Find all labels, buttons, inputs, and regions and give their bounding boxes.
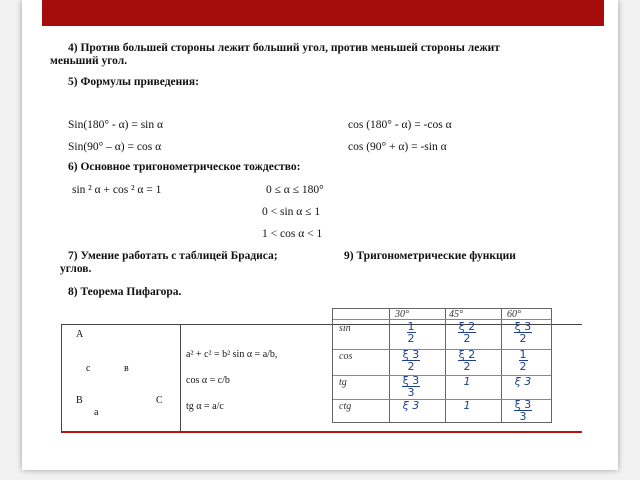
- trig-value-ctg-2: [505, 399, 541, 423]
- formula-cos-90: cos (90° + α) = -sin α: [348, 141, 447, 153]
- pythagoras-formula: a² + c² = b² sin α = a/b,: [186, 349, 278, 360]
- trig-value-cos-0: [393, 349, 429, 373]
- identity: sin ² α + cos ² α = 1: [72, 184, 162, 196]
- denominator: 2: [407, 360, 415, 373]
- numerator: ξ 3: [514, 320, 532, 333]
- denominator: 3: [519, 410, 527, 423]
- numerator: ξ 3: [402, 348, 420, 361]
- trig-value-cos-2: [505, 349, 541, 373]
- trig-value-sin-0: [393, 321, 429, 345]
- numerator: ξ 2: [458, 348, 476, 361]
- text-line-9-cont: углов.: [60, 263, 92, 275]
- pythagoras-divider: [180, 325, 181, 431]
- trig-value-tg-1: 1: [463, 375, 471, 388]
- col-divider-2: [445, 309, 446, 422]
- trig-value-ctg-0: ξ 3: [402, 399, 420, 412]
- trig-table: [332, 308, 552, 423]
- numerator: ξ 3: [402, 374, 420, 387]
- cos-formula: cos α = c/b: [186, 375, 230, 386]
- trig-value-cos-1: [449, 349, 485, 373]
- denominator: 2: [463, 360, 471, 373]
- side-c: c: [86, 363, 91, 374]
- numerator: ξ 3: [514, 398, 532, 411]
- col-divider-1: [389, 309, 390, 422]
- range-cos: 1 < cos α < 1: [262, 228, 323, 240]
- numerator: 1: [519, 348, 527, 361]
- trig-value-sin-2: [505, 321, 541, 345]
- trig-value-tg-2: ξ 3: [514, 375, 532, 388]
- fn-sin: sin: [339, 323, 351, 334]
- vertex-a: A: [76, 329, 84, 340]
- text-line-6: 6) Основное тригонометрическое тождество:: [68, 161, 301, 173]
- side-a: a: [94, 407, 99, 418]
- range-alpha: 0 ≤ α ≤ 180°: [266, 184, 324, 196]
- text-line-9: 9) Тригонометрические функции: [344, 250, 516, 262]
- text-line-4: 4) Против большей стороны лежит больший угол, против меньшей стороны лежит: [68, 42, 500, 54]
- formula-sin-180: Sin(180° - α) = sin α: [68, 119, 164, 131]
- trig-value-ctg-1: 1: [463, 399, 471, 412]
- numerator: ξ 2: [458, 320, 476, 333]
- side-b: в: [124, 363, 129, 374]
- denominator: 2: [407, 332, 415, 345]
- text-line-4-cont: меньший угол.: [50, 55, 128, 67]
- denominator: 2: [519, 332, 527, 345]
- vertex-c: C: [156, 395, 163, 406]
- text-line-7: 7) Умение работать с таблицей Брадиса;: [68, 250, 278, 262]
- fn-ctg: ctg: [339, 401, 352, 412]
- denominator: 2: [519, 360, 527, 373]
- header-30: 30°: [395, 309, 409, 320]
- vertex-b: B: [76, 395, 83, 406]
- tg-formula: tg α = a/c: [186, 401, 224, 412]
- denominator: 3: [407, 386, 415, 399]
- title-bar: [42, 0, 604, 26]
- trig-value-sin-1: [449, 321, 485, 345]
- formula-cos-180: cos (180° - α) = -cos α: [348, 119, 452, 131]
- col-divider-3: [501, 309, 502, 422]
- header-60: 60°: [507, 309, 521, 320]
- range-sin: 0 < sin α ≤ 1: [262, 206, 321, 218]
- numerator: 1: [407, 320, 415, 333]
- header-45: 45°: [449, 309, 463, 320]
- trig-value-tg-0: [393, 375, 429, 399]
- text-line-5: 5) Формулы приведения:: [68, 76, 199, 88]
- denominator: 2: [463, 332, 471, 345]
- formula-sin-90: Sin(90° – α) = cos α: [68, 141, 162, 153]
- fn-cos: cos: [339, 351, 353, 362]
- fn-tg: tg: [339, 377, 347, 388]
- text-line-8: 8) Теорема Пифагора.: [68, 286, 182, 298]
